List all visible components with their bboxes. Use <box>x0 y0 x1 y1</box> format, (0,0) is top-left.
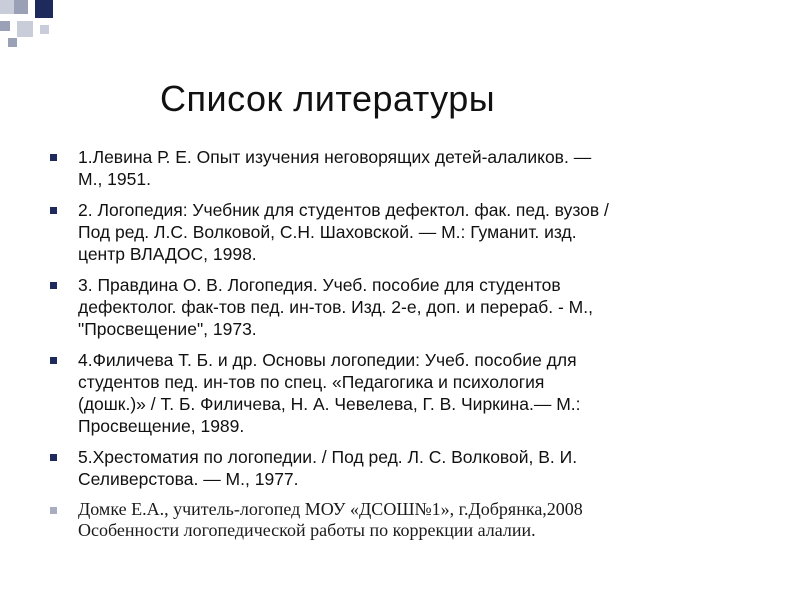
reference-list <box>50 146 770 550</box>
corner-square <box>14 0 28 14</box>
corner-square <box>17 21 33 37</box>
author-credit-line: Особенности логопедической работы по коррекции алалии. <box>78 520 536 540</box>
corner-square <box>40 25 49 34</box>
author-credit-line: Домке Е.А., учитель-логопед МОУ «ДСОШ№1», г.Добрянка,2008 <box>78 499 583 519</box>
reference-line: студентов пед. ин-тов по спец. «Педагогика и психология <box>78 372 545 392</box>
bullet-square-icon <box>50 454 57 461</box>
reference-item <box>50 274 770 340</box>
reference-line: 2. Логопедия: Учебник для студентов дефектол. фак. пед. вузов / <box>78 200 609 220</box>
reference-line: дефектолог. фак-тов пед. ин-тов. Изд. 2-е, доп. и перераб. - М., <box>78 297 593 317</box>
bullet-square-icon <box>50 154 57 161</box>
reference-line: "Просвещение", 1973. <box>78 319 257 339</box>
reference-line: 4.Филичева Т. Б. и др. Основы логопедии: Учеб. пособие для <box>78 350 577 370</box>
corner-square <box>0 0 14 14</box>
bullet-square-icon <box>50 282 57 289</box>
corner-decoration <box>0 0 70 50</box>
reference-line: 1.Левина Р. Е. Опыт изучения неговорящих детей-алаликов. — <box>78 147 592 167</box>
bullet-square-icon <box>50 207 57 214</box>
reference-line: 3. Правдина О. В. Логопедия. Учеб. пособие для студентов <box>78 275 561 295</box>
reference-line: Под ред. Л.С. Волковой, С.Н. Шаховской. — М.: Гуманит. изд. <box>78 222 577 242</box>
corner-square <box>35 0 53 18</box>
bullet-square-icon <box>50 357 57 364</box>
author-credit-item <box>50 499 770 541</box>
reference-line: центр ВЛАДОС, 1998. <box>78 244 257 264</box>
reference-item <box>50 349 770 437</box>
bullet-square-icon <box>50 507 57 514</box>
slide-title: Список литературы <box>160 78 496 119</box>
reference-line: М., 1951. <box>78 169 151 189</box>
corner-square <box>0 21 10 31</box>
reference-line: 5.Хрестоматия по логопедии. / Под ред. Л. С. Волковой, В. И. <box>78 447 578 467</box>
reference-line: (дошк.)» / Т. Б. Филичева, Н. А. Чевелева, Г. В. Чиркина.— М.: <box>78 394 581 414</box>
reference-item <box>50 199 770 265</box>
reference-item <box>50 446 770 490</box>
reference-line: Селиверстова. — М., 1977. <box>78 469 299 489</box>
reference-line: Просвещение, 1989. <box>78 416 245 436</box>
reference-item <box>50 146 770 190</box>
corner-square <box>8 38 17 47</box>
